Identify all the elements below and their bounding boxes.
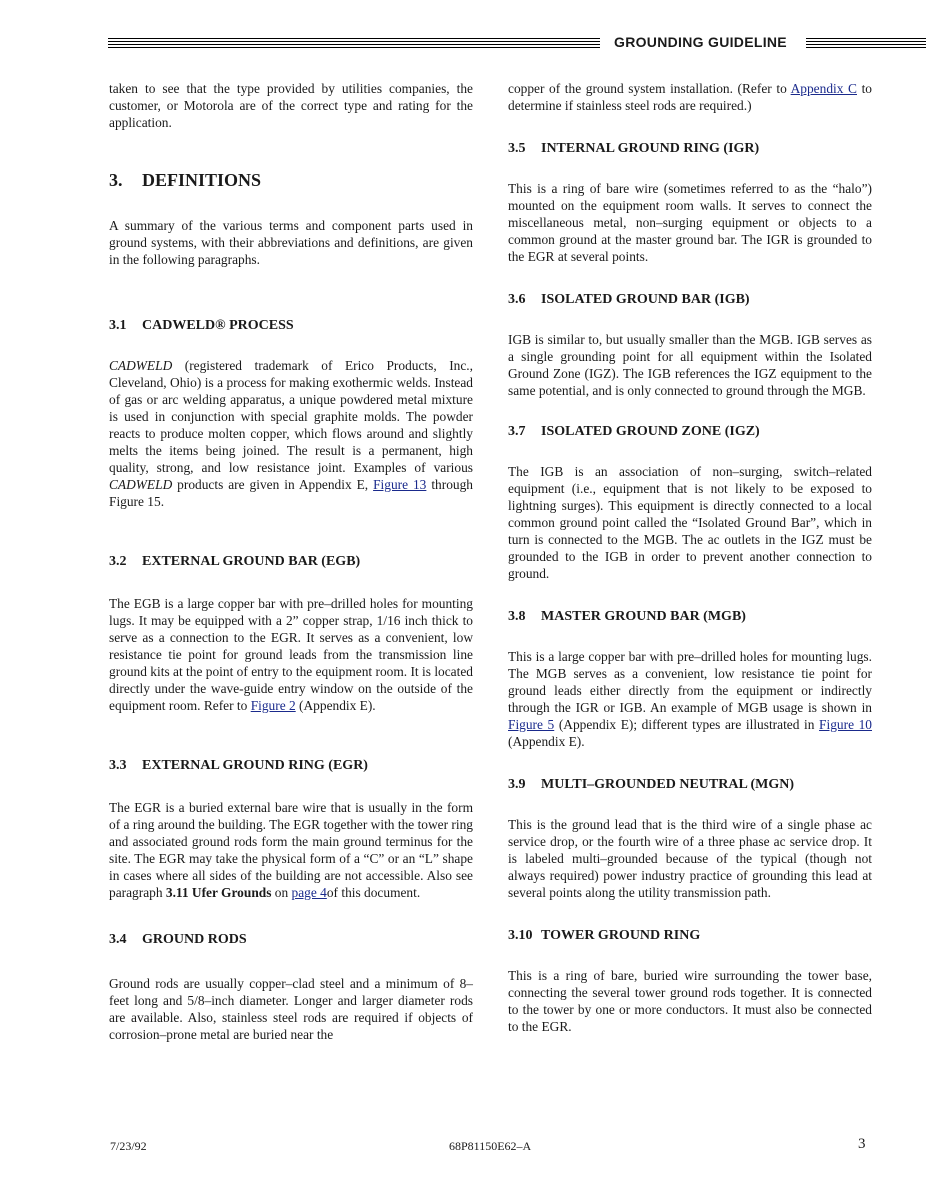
section-heading-3-9: 3.9 MULTI–GROUNDED NEUTRAL (MGN): [508, 777, 795, 792]
section-heading-3-4: 3.4 GROUND RODS: [109, 932, 247, 947]
continued-paragraph: taken to see that the type provided by utilities companies, the customer, or Motorola are of the correct type and rating for the application.: [109, 81, 473, 130]
page-4-link[interactable]: page 4: [291, 885, 327, 900]
section-3-10-paragraph: This is a ring of bare, buried wire surrounding the tower base, connecting the several tower ground rods together. It is connected to the tower by one or more conductors. It must also be connected to the EGR.: [508, 968, 872, 1034]
section-heading-3-2: 3.2 EXTERNAL GROUND BAR (EGB): [109, 554, 361, 569]
section-heading-3-10: 3.10 TOWER GROUND RING: [508, 928, 701, 943]
page-header: [108, 34, 926, 52]
section-3-8-paragraph: This is a large copper bar with pre–drilled holes for mounting lugs. The MGB serves as a convenient, low resistance tie point for ground leads either directly from the equipment or indirectly through the IGR or IGB. An example of MGB usage is shown in Figure 5 (Appendix E); different types are illustrated in Figure 10 (Appendix E).: [508, 649, 872, 749]
header-rule-right: [806, 38, 926, 48]
page-number: 3: [858, 1136, 866, 1152]
section-3-6-paragraph: IGB is similar to, but usually smaller than the MGB. IGB serves as a single grounding point for all equipment within the Isolated Ground Zone (IGZ). The IGB references the IGZ equipment to the same potential, and is only connected to ground through the MGB.: [508, 332, 872, 398]
figure-10-link[interactable]: Figure 10: [819, 717, 872, 732]
figure-13-link[interactable]: Figure 13: [373, 477, 427, 492]
continued-paragraph-right: copper of the ground system installation. (Refer to Appendix C to determine if stainless steel rods are required.): [508, 81, 873, 113]
section-heading-3-5: 3.5 INTERNAL GROUND RING (IGR): [508, 141, 760, 156]
section-3-3-paragraph: The EGR is a buried external bare wire that is usually in the form of a ring around the building. The EGR together with the tower ring and associated ground rods form the main ground terminus for the site. The EGR may take the physical form of a “C” or an “L” shape in cases where all sides of the building are not accessible. Also see paragraph 3.11 Ufer Grounds on page 4of this document.: [109, 800, 473, 900]
figure-2-link[interactable]: Figure 2: [250, 698, 296, 713]
section-heading-3-6: 3.6 ISOLATED GROUND BAR (IGB): [508, 292, 750, 307]
section-heading-definitions: 3. DEFINITIONS: [109, 170, 262, 190]
section-heading-3-1: 3.1 CADWELD® PROCESS: [109, 318, 294, 333]
footer-date: 7/23/92: [110, 1139, 147, 1153]
section-3-7-paragraph: The IGB is an association of non–surging, switch–related equipment (i.e., equipment that is not likely to be exposed to lightning surges). This equipment is directly connected to a local common ground point called the “Isolated Ground Bar”, which in turn is connected to the MGB. The ac outlets in the IGZ must be grounded to the IGB in order to prevent another connection to ground.: [508, 464, 872, 581]
right-column: [508, 80, 872, 1035]
left-column: [109, 80, 473, 1043]
section-heading-3-3: 3.3 EXTERNAL GROUND RING (EGR): [109, 758, 368, 773]
section-3-1-paragraph: CADWELD (registered trademark of Erico Products, Inc., Cleveland, Ohio) is a process for making exothermic welds. Instead of gas or arc welding apparatus, a unique powdered metal mixture is used in conjunction with special graphite molds. The powder reacts to produce molten copper, which flows around and slightly melts the items being joined. The result is a permanent, high quality, strong, and low resistance joint. Examples of various CADWELD products are given in Appendix E, Figure 13 through Figure 15.: [109, 358, 473, 509]
section-heading-3-7: 3.7 ISOLATED GROUND ZONE (IGZ): [508, 424, 760, 439]
section-3-5-paragraph: This is a ring of bare wire (sometimes referred to as the “halo”) mounted on the equipment room walls. It serves to connect the miscellaneous metal, non–surging equipment or objects to a common ground at the master ground bar. The IGR is grounded to the EGR at several points.: [508, 181, 872, 264]
section-3-9-paragraph: This is the ground lead that is the third wire of a single phase ac service drop, or the fourth wire of a three phase ac service drop. It is labeled multi–grounded because of the typical (though not always required) power industry practice of grounding this lead at several points along the utility transmission path.: [508, 817, 872, 900]
header-title: GROUNDING GUIDELINE: [614, 34, 787, 50]
section-3-4-paragraph: Ground rods are usually copper–clad steel and a minimum of 8–feet long and 5/8–inch diameter. Longer and larger diameter rods are available. Also, stainless steel rods are required if objects of corrosion–prone metal are buried near the: [109, 976, 473, 1042]
figure-5-link[interactable]: Figure 5: [508, 717, 555, 732]
definitions-paragraph: A summary of the various terms and component parts used in ground systems, with their abbreviations and definitions, are given in the following paragraphs.: [109, 218, 473, 267]
header-rule-left: [108, 38, 600, 48]
footer-document-number: 68P81150E62–A: [449, 1139, 532, 1153]
section-heading-3-8: 3.8 MASTER GROUND BAR (MGB): [508, 609, 746, 624]
appendix-c-link[interactable]: Appendix C: [790, 81, 857, 96]
section-3-2-paragraph: The EGB is a large copper bar with pre–drilled holes for mounting lugs. It may be equipped with a 2” copper strap, 1/16 inch thick to serve as a connection to the EGR. It serves as a convenient, low resistance tie point for ground leads from the transmission line ground kits at the point of entry to the equipment room. It is located directly under the wave-guide entry window on the outside of the equipment room. Refer to Figure 2 (Appendix E).: [109, 596, 473, 713]
